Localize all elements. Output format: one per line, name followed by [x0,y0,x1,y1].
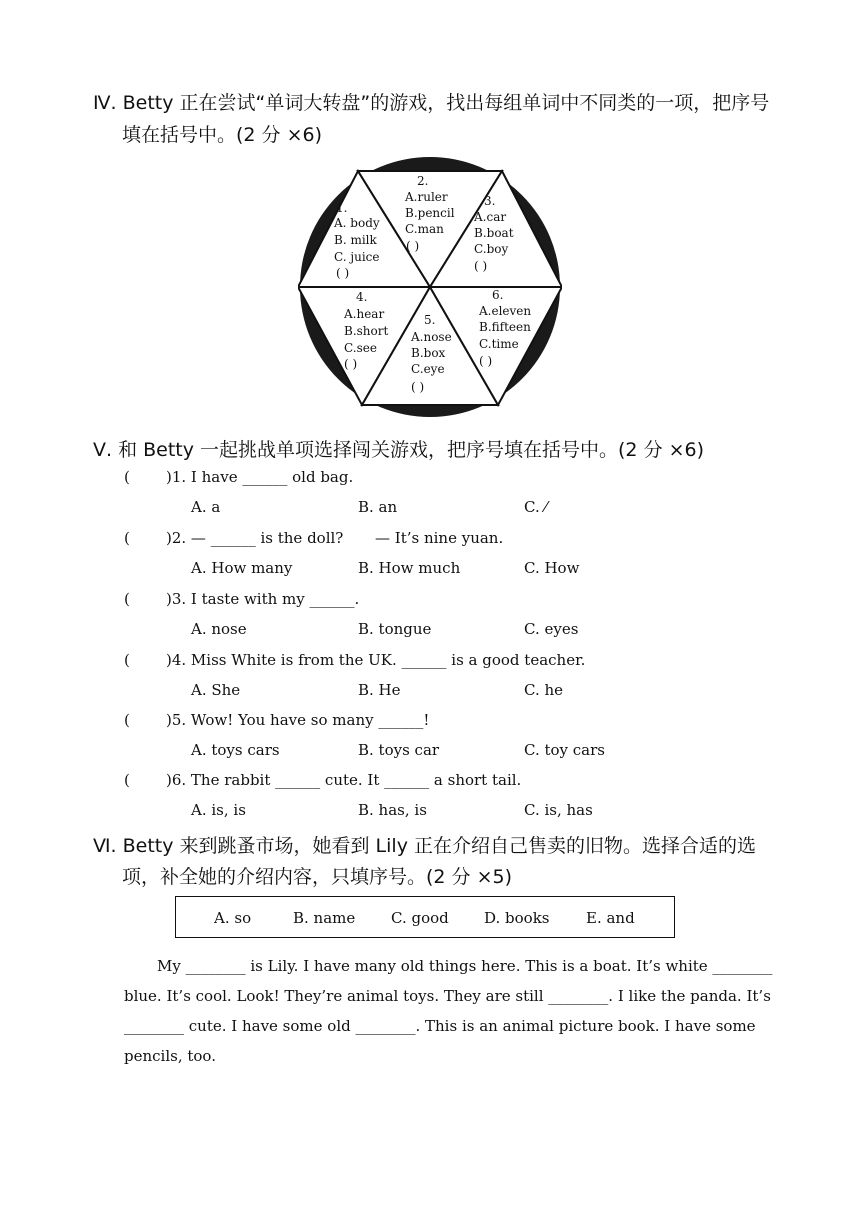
section-4-heading-line1: Ⅳ. Betty 正在尝试“单词大转盘”的游戏，找出每组单词中不同类的一项，把序号 [93,92,770,114]
wheel-3-a: A.car [474,210,507,224]
q4-stem: )4. Miss White is from the UK. ______ is a good teacher. [166,651,586,669]
q2-answer-text: — It’s nine yuan. [375,529,504,547]
q5-option-a[interactable]: A. toys cars [191,741,280,759]
q1-paren[interactable]: ( [124,468,130,486]
q2-paren[interactable]: ( [124,529,130,547]
q6-stem: )6. The rabbit ______ cute. It ______ a short tail. [166,771,522,789]
q1-option-c[interactable]: C. ⁄ [524,498,547,516]
word-bank-option-b: B. name [293,909,356,927]
q5-paren[interactable]: ( [124,711,130,729]
q2-option-c[interactable]: C. How [524,559,580,577]
wheel-3-blank: ( ) [474,259,488,273]
q6-option-a[interactable]: A. is, is [191,801,246,819]
word-wheel [298,155,562,419]
section-6-heading-line2: 项，补全她的介绍内容，只填序号。(2 分 ×5) [122,866,513,888]
q5-option-b[interactable]: B. toys car [358,741,440,759]
wheel-2-c: C.man [405,222,444,236]
q4-option-c[interactable]: C. he [524,681,564,699]
q3-option-c[interactable]: C. eyes [524,620,579,638]
wheel-1-c: C. juice [334,250,380,264]
q2-option-a[interactable]: A. How many [191,559,293,577]
word-bank-option-e: E. and [586,909,635,927]
passage-line-1: My ________ is Lily. I have many old things here. This is a boat. It’s white ________ [157,957,773,975]
passage-line-3: ________ cute. I have some old ________. This is an animal picture book. I have some [124,1017,756,1035]
wheel-5-a: A.nose [411,330,452,344]
section-6-heading-line1: Ⅵ. Betty 来到跳蚤市场，她看到 Lily 正在介绍自己售卖的旧物。选择合适的选 [93,835,756,857]
wheel-2-blank: ( ) [406,239,420,253]
wheel-5-blank: ( ) [411,380,425,394]
wheel-2-b: B.pencil [405,206,455,220]
wheel-6-num: 6. [492,288,504,302]
wheel-5-num: 5. [424,313,436,327]
q4-option-a[interactable]: A. She [191,681,241,699]
q1-stem: )1. I have ______ old bag. [166,468,354,486]
wheel-5-b: B.box [411,346,446,360]
wheel-3-num: 3. [484,194,496,208]
wheel-4-num: 4. [356,290,368,304]
q6-option-c[interactable]: C. is, has [524,801,593,819]
wheel-6-c: C.time [479,337,519,351]
q3-option-b[interactable]: B. tongue [358,620,432,638]
word-bank-box [175,896,675,938]
wheel-6-b: B.fifteen [479,320,531,334]
word-bank-option-c: C. good [391,909,449,927]
q6-paren[interactable]: ( [124,771,130,789]
q2-option-b[interactable]: B. How much [358,559,461,577]
word-bank-option-a: A. so [214,909,252,927]
wheel-4-b: B.short [344,324,389,338]
wheel-2-num: 2. [417,174,429,188]
q2-stem: )2. — ______ is the doll? [166,529,344,547]
q5-option-c[interactable]: C. toy cars [524,741,605,759]
wheel-3-b: B.boat [474,226,514,240]
wheel-4-a: A.hear [344,307,385,321]
wheel-4-c: C.see [344,341,377,355]
q3-paren[interactable]: ( [124,590,130,608]
wheel-2-a: A.ruler [405,190,448,204]
passage-line-2: blue. It’s cool. Look! They’re animal toys. They are still ________. I like the panda. It’s [124,987,771,1005]
wheel-1-b: B. milk [334,233,377,247]
q4-paren[interactable]: ( [124,651,130,669]
q4-option-b[interactable]: B. He [358,681,401,699]
q5-stem: )5. Wow! You have so many ______! [166,711,430,729]
q3-option-a[interactable]: A. nose [191,620,247,638]
section-4-heading-line2: 填在括号中。(2 分 ×6) [122,124,323,146]
wheel-4-blank: ( ) [344,357,358,371]
wheel-6-a: A.eleven [479,304,532,318]
wheel-1-a: A. body [334,216,380,230]
wheel-1-blank: ( ) [336,266,350,280]
wheel-1-num: 1. [336,201,348,215]
q1-option-a[interactable]: A. a [191,498,221,516]
q6-option-b[interactable]: B. has, is [358,801,427,819]
word-bank-option-d: D. books [484,909,550,927]
wheel-3-c: C.boy [474,242,509,256]
wheel-6-blank: ( ) [479,354,493,368]
wheel-5-c: C.eye [411,362,445,376]
section-5-heading: Ⅴ. 和 Betty 一起挑战单项选择闯关游戏，把序号填在括号中。(2 分 ×6) [93,439,705,461]
q1-option-b[interactable]: B. an [358,498,398,516]
passage-line-4: pencils, too. [124,1047,216,1065]
q3-stem: )3. I taste with my ______. [166,590,360,608]
